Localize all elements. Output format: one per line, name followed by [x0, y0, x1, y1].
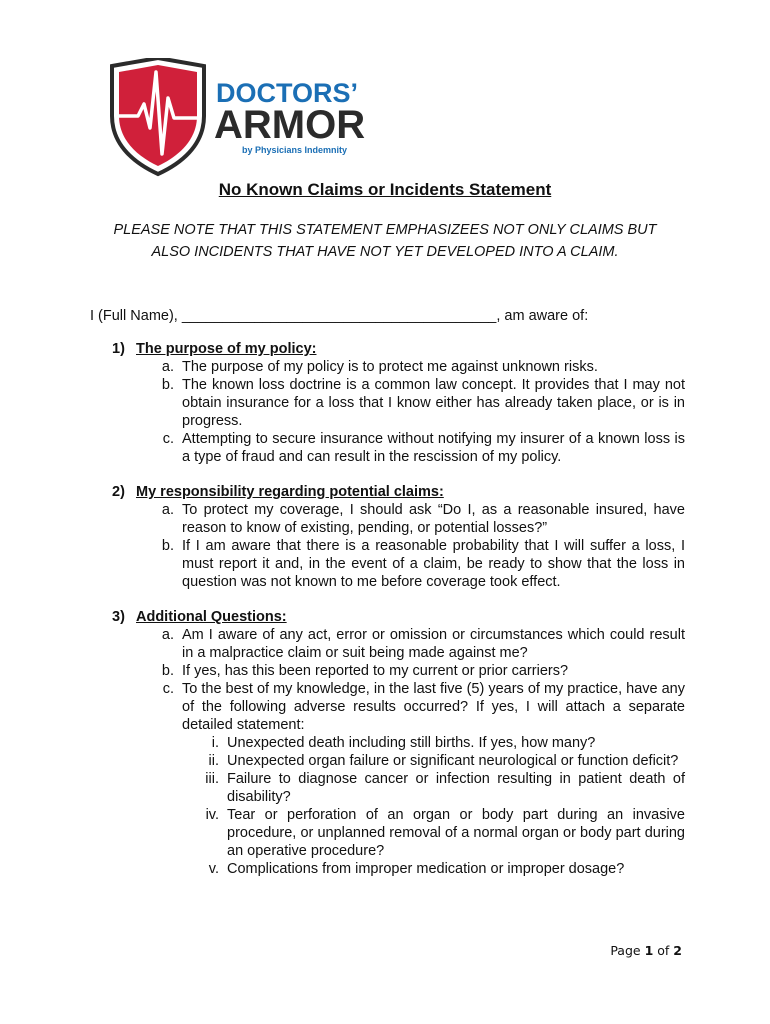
item-marker: a. [161, 627, 174, 643]
sub-item-marker: i. [211, 735, 219, 751]
item-text: To the best of my knowledge, in the last five (5) years of my practice, have any of the following adverse results occurred? If yes, I will attach a separate detailed statement: [182, 681, 685, 733]
notice-line: ALSO INCIDENTS THAT HAVE NOT YET DEVELOPED INTO A CLAIM. [151, 244, 619, 260]
sub-item-text: Unexpected organ failure or significant neurological or function deficit? [227, 753, 679, 769]
sub-item-marker: iv. [205, 807, 219, 823]
sub-list-item [90, 860, 685, 878]
sub-item-text: Failure to diagnose cancer or infection resulting in patient death of disability? [227, 771, 685, 805]
item-marker: a. [161, 502, 174, 518]
sub-list-item [90, 752, 685, 770]
item-text: The purpose of my policy is to protect me against unknown risks. [182, 359, 598, 375]
page-current: 1 [644, 943, 654, 958]
sub-item-marker: v. [208, 861, 219, 877]
notice-text [0, 219, 770, 263]
shield-logo-icon [108, 58, 388, 178]
list-item [90, 358, 685, 376]
list-item [90, 626, 685, 662]
sub-item-text: Unexpected death including still births. If yes, how many? [227, 735, 596, 751]
page-of: of [657, 943, 670, 958]
section-heading-text: The purpose of my policy: [136, 341, 317, 357]
item-text: Am I aware of any act, error or omission or circumstances which could result in a malpractice claim or suit being made against me? [182, 627, 685, 661]
list-item [90, 680, 685, 734]
section-responsibility [90, 483, 685, 591]
logo-line1: DOCTORS’ [216, 78, 359, 108]
item-marker: a. [161, 359, 174, 375]
sub-list-item [90, 734, 685, 752]
item-text: To protect my coverage, I should ask “Do I, as a reasonable insured, have reason to know of existing, pending, or potential losses?” [182, 502, 685, 536]
logo-line2: ARMOR [214, 103, 366, 147]
section-heading-text: My responsibility regarding potential claims: [136, 484, 444, 500]
sub-list-item [90, 770, 685, 806]
list-item [90, 376, 685, 430]
sub-list-item [90, 806, 685, 860]
section-heading [90, 340, 685, 358]
item-text: Attempting to secure insurance without notifying my insurer of a known loss is a type of fraud and can result in the rescission of my policy. [182, 431, 685, 465]
section-additional-questions [90, 608, 685, 878]
notice-line: PLEASE NOTE THAT THIS STATEMENT EMPHASIZEES NOT ONLY CLAIMS BUT [113, 222, 657, 238]
item-marker: b. [161, 538, 174, 554]
item-marker: c. [162, 681, 174, 697]
list-item [90, 501, 685, 537]
item-text: The known loss doctrine is a common law concept. It provides that I may not obtain insurance for a loss that I know either has already taken place, or is in progress. [182, 377, 685, 429]
section-purpose [90, 340, 685, 466]
section-heading [90, 483, 685, 501]
sub-item-marker: iii. [205, 771, 219, 787]
document-title: No Known Claims or Incidents Statement [218, 180, 552, 199]
logo-tagline: by Physicians Indemnity [242, 145, 348, 155]
section-number: 3) [112, 609, 125, 625]
section-heading-text: Additional Questions: [136, 609, 287, 625]
item-text: If yes, has this been reported to my current or prior carriers? [182, 663, 569, 679]
section-heading [90, 608, 685, 626]
statement-sections [90, 340, 685, 895]
page-number [610, 943, 682, 958]
doctors-armor-logo [108, 58, 388, 178]
item-marker: b. [161, 377, 174, 393]
item-marker: c. [162, 431, 174, 447]
section-number: 2) [112, 484, 125, 500]
list-item [90, 662, 685, 680]
item-marker: b. [161, 663, 174, 679]
section-number: 1) [112, 341, 125, 357]
sub-item-text: Tear or perforation of an organ or body part during an invasive procedure, or unplanned removal of a normal organ or body part during an operative procedure? [227, 807, 685, 859]
list-item [90, 430, 685, 466]
item-text: If I am aware that there is a reasonable probability that I will suffer a loss, I must report it and, in the event of a claim, be ready to show that the loss in question was not known to me before coverage took effect. [182, 538, 685, 590]
sub-item-marker: ii. [208, 753, 219, 769]
page-prefix: Page [610, 943, 641, 958]
sub-item-text: Complications from improper medication or improper dosage? [227, 861, 625, 877]
page-total: 2 [673, 943, 682, 958]
full-name-line: I (Full Name), _______________________________________, am aware of: [90, 308, 589, 324]
list-item [90, 537, 685, 591]
